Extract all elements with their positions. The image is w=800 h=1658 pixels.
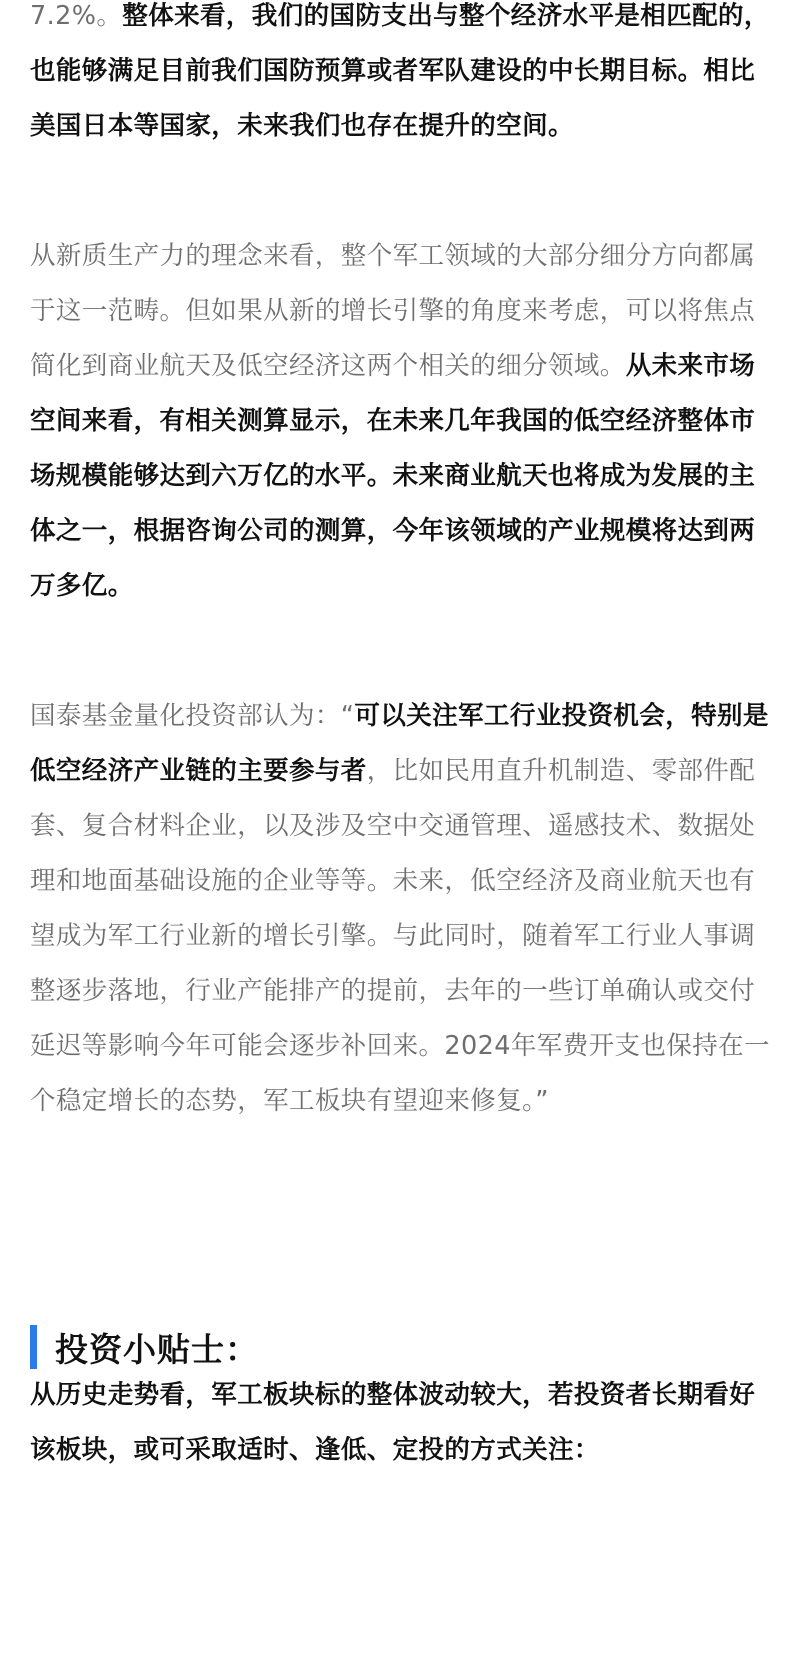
section-heading-title: 投资小贴士：: [55, 1329, 259, 1369]
text-segment: 从新质生产力的理念来看，整个军工领域的大部分细分方向都属于这一范畴。但如果从新的增长引擎的角度来考虑，可以将焦点简化到商业航天及低空经济这两个相关的细分领域。: [30, 241, 756, 381]
heading-accent-bar: [30, 1325, 37, 1369]
text-segment: 7.2%。: [30, 1, 123, 31]
paragraph-defense-spending: [30, 0, 770, 154]
paragraph-new-productivity: [30, 229, 770, 614]
text-segment: ，比如民用直升机制造、零部件配套、复合材料企业，以及涉及空中交通管理、遥感技术、数据处理和地面基础设施的企业等等。未来，低空经济及商业航天也有望成为军工行业新的增长引擎。与此同时，随着军工行业人事调整逐步落地，行业产能排产的提前，去年的一些订单确认或交付延迟等影响今年可能会逐步补回来。2024年军费开支也保持在一个稳定增长的态势，军工板块有望迎来修复。”: [30, 756, 770, 1116]
text-segment: 国泰基金量化投资部认为：“: [30, 701, 355, 731]
paragraph-fund-opinion: [30, 689, 770, 1129]
text-segment: 整体来看，我们的国防支出与整个经济水平是相匹配的，也能够满足目前我们国防预算或者军队建设的中长期目标。相比美国日本等国家，未来我们也存在提升的空间。: [30, 1, 770, 141]
section-heading: [30, 1321, 770, 1373]
text-segment: 从未来市场空间来看，有相关测算显示，在未来几年我国的低空经济整体市场规模能够达到六万亿的水平。未来商业航天也将成为发展的主体之一，根据咨询公司的测算，今年该领域的产业规模将达到两万多亿。: [30, 351, 756, 601]
text-segment: 从历史走势看，军工板块标的整体波动较大，若投资者长期看好该板块，或可采取适时、逢低、定投的方式关注：: [30, 1380, 756, 1465]
text-segment: 可以关注军工行业投资机会，特别是低空经济产业链的主要参与者: [30, 701, 769, 786]
paragraph-investment-tip: [30, 1368, 770, 1478]
